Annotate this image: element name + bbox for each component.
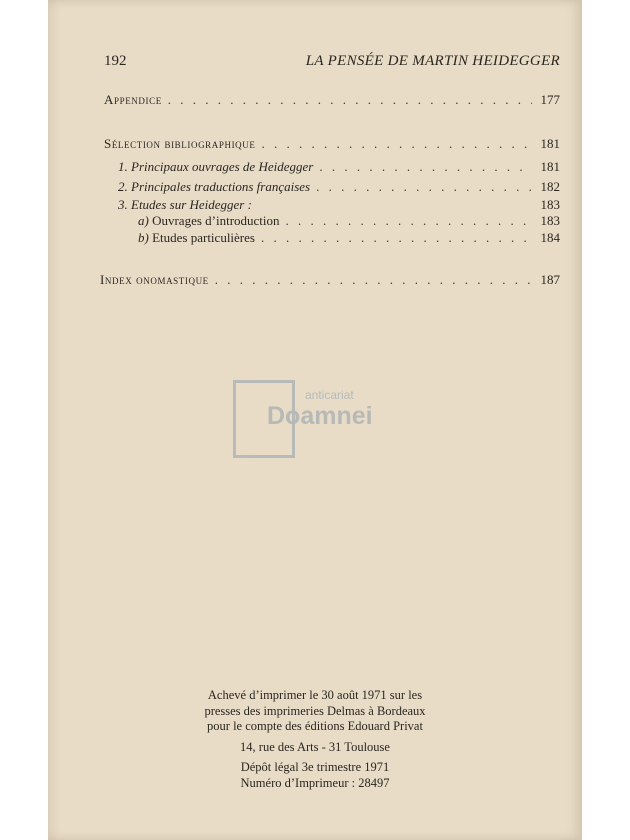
toc-entry-selection — [104, 136, 560, 152]
toc-page: 183 — [540, 213, 560, 228]
page-header — [104, 53, 560, 70]
toc-page: 184 — [540, 230, 560, 245]
toc-label: 1. Principaux ouvrages de Heidegger — [118, 159, 314, 174]
toc-entry-traductions — [118, 179, 560, 195]
watermark-logo — [233, 380, 413, 460]
colophon — [48, 688, 582, 791]
page-number: 192 — [104, 53, 127, 69]
leader-dots — [261, 136, 532, 152]
leader-dots — [319, 159, 532, 175]
toc-label — [138, 213, 280, 229]
toc-marker: a) — [138, 213, 149, 228]
toc-page: 177 — [540, 92, 560, 107]
leader-dots — [168, 92, 532, 108]
colophon-line: Achevé d’imprimer le 30 août 1971 sur les — [207, 688, 423, 702]
toc-label: 3. Etudes sur Heidegger : — [118, 197, 252, 212]
leader-dots — [286, 213, 532, 229]
leader-dots — [215, 272, 532, 288]
toc-page: 183 — [540, 197, 560, 212]
toc-entry-particulieres — [138, 230, 560, 246]
toc-entry-index — [100, 272, 560, 288]
toc-entry-appendice — [104, 92, 560, 108]
toc-page: 182 — [540, 179, 560, 194]
toc-label: Index onomastique — [100, 272, 209, 287]
colophon-line: Dépôt légal 3e trimestre 1971 — [240, 760, 390, 774]
colophon-line: 14, rue des Arts - 31 Toulouse — [240, 739, 390, 754]
colophon-line: presses des imprimeries Delmas à Bordeaux — [204, 703, 426, 718]
toc-entry-principaux — [118, 159, 560, 175]
watermark-small-text: anticariat — [305, 388, 354, 402]
toc-entry-etudes — [118, 197, 560, 213]
leader-dots — [316, 179, 532, 195]
toc-page: 187 — [540, 272, 560, 287]
colophon-line: pour le compte des éditions Edouard Privat — [207, 719, 423, 733]
toc-label — [138, 230, 255, 246]
toc-entry-introduction — [138, 213, 560, 229]
toc-label: 2. Principales traductions françaises — [118, 179, 311, 194]
leader-dots — [261, 230, 532, 246]
toc-label: Appendice — [104, 92, 162, 107]
toc-label-text: Etudes particulières — [152, 230, 255, 245]
colophon-line: Numéro d’Imprimeur : 28497 — [240, 775, 390, 790]
toc-label: Sélection bibliographique — [104, 136, 256, 151]
toc-page: 181 — [540, 159, 560, 174]
toc-marker: b) — [138, 230, 149, 245]
watermark-big-text: Doamnei — [267, 402, 373, 430]
toc-page: 181 — [540, 136, 560, 151]
toc-label-text: Ouvrages d’introduction — [152, 213, 280, 228]
running-title: LA PENSÉE DE MARTIN HEIDEGGER — [305, 53, 560, 69]
